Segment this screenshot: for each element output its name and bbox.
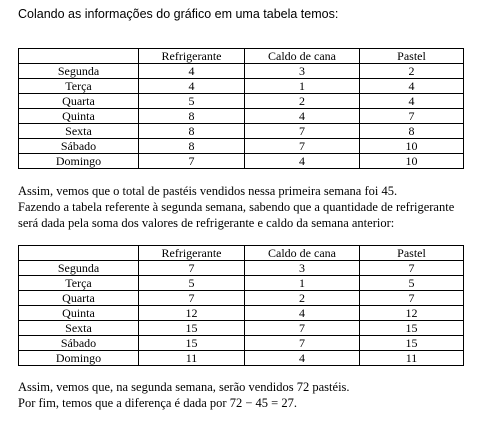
value-cell: 7 <box>245 336 360 351</box>
value-cell: 4 <box>245 109 360 124</box>
day-cell: Sexta <box>19 321 139 336</box>
value-cell: 4 <box>139 64 245 79</box>
day-cell: Terça <box>19 276 139 291</box>
value-cell: 4 <box>245 154 360 169</box>
header-cell <box>19 49 139 64</box>
value-cell: 10 <box>360 139 464 154</box>
table-header-row <box>19 49 464 64</box>
value-cell: 8 <box>139 139 245 154</box>
value-cell: 7 <box>360 261 464 276</box>
table-row <box>19 109 464 124</box>
table-row <box>19 64 464 79</box>
paragraph-line: Assim, vemos que o total de pastéis vendidos nessa primeira semana foi 45. <box>18 184 398 198</box>
paragraph-line: Assim, vemos que, na segunda semana, serão vendidos 72 pastéis. <box>18 380 350 394</box>
value-cell: 4 <box>245 306 360 321</box>
paragraph-line: Fazendo a tabela referente à segunda semana, sabendo que a quantidade de refrigerante <box>18 200 455 214</box>
value-cell: 4 <box>360 94 464 109</box>
header-cell: Pastel <box>360 246 464 261</box>
table-row <box>19 306 464 321</box>
value-cell: 7 <box>139 291 245 306</box>
value-cell: 7 <box>139 154 245 169</box>
intro-text: Colando as informações do gráfico em uma tabela temos: <box>18 7 339 21</box>
value-cell: 3 <box>245 64 360 79</box>
header-cell: Refrigerante <box>139 49 245 64</box>
value-cell: 8 <box>139 124 245 139</box>
value-cell: 8 <box>139 109 245 124</box>
value-cell: 15 <box>360 321 464 336</box>
value-cell: 4 <box>360 79 464 94</box>
value-cell: 15 <box>139 321 245 336</box>
day-cell: Segunda <box>19 64 139 79</box>
value-cell: 11 <box>360 351 464 366</box>
day-cell: Terça <box>19 79 139 94</box>
day-cell: Sábado <box>19 336 139 351</box>
day-cell: Quarta <box>19 291 139 306</box>
value-cell: 2 <box>245 291 360 306</box>
week2-table <box>18 245 464 366</box>
table-row <box>19 261 464 276</box>
day-cell: Quinta <box>19 306 139 321</box>
header-cell: Caldo de cana <box>245 246 360 261</box>
paragraph-2 <box>18 379 468 411</box>
day-cell: Domingo <box>19 154 139 169</box>
header-cell <box>19 246 139 261</box>
value-cell: 7 <box>245 139 360 154</box>
table-row <box>19 124 464 139</box>
day-cell: Domingo <box>19 351 139 366</box>
table-row <box>19 291 464 306</box>
table-row <box>19 79 464 94</box>
table-header-row <box>19 246 464 261</box>
paragraph-line: Por fim, temos que a diferença é dada por 72 − 45 = 27. <box>18 396 297 410</box>
table-row <box>19 336 464 351</box>
value-cell: 5 <box>139 94 245 109</box>
value-cell: 11 <box>139 351 245 366</box>
value-cell: 5 <box>139 276 245 291</box>
value-cell: 15 <box>139 336 245 351</box>
value-cell: 12 <box>139 306 245 321</box>
value-cell: 4 <box>245 351 360 366</box>
value-cell: 1 <box>245 276 360 291</box>
value-cell: 7 <box>245 124 360 139</box>
value-cell: 10 <box>360 154 464 169</box>
value-cell: 2 <box>360 64 464 79</box>
paragraph-1 <box>18 183 468 231</box>
value-cell: 2 <box>245 94 360 109</box>
table-row <box>19 276 464 291</box>
day-cell: Segunda <box>19 261 139 276</box>
value-cell: 7 <box>360 109 464 124</box>
table-row <box>19 351 464 366</box>
table-row <box>19 154 464 169</box>
header-cell: Pastel <box>360 49 464 64</box>
value-cell: 4 <box>139 79 245 94</box>
table-row <box>19 321 464 336</box>
table-row <box>19 94 464 109</box>
value-cell: 1 <box>245 79 360 94</box>
value-cell: 7 <box>139 261 245 276</box>
week1-table <box>18 48 464 169</box>
value-cell: 7 <box>245 321 360 336</box>
value-cell: 12 <box>360 306 464 321</box>
value-cell: 8 <box>360 124 464 139</box>
table-row <box>19 139 464 154</box>
day-cell: Quinta <box>19 109 139 124</box>
value-cell: 15 <box>360 336 464 351</box>
value-cell: 7 <box>360 291 464 306</box>
day-cell: Sábado <box>19 139 139 154</box>
paragraph-line: será dada pela soma dos valores de refrigerante e caldo da semana anterior: <box>18 216 395 230</box>
header-cell: Caldo de cana <box>245 49 360 64</box>
header-cell: Refrigerante <box>139 246 245 261</box>
value-cell: 3 <box>245 261 360 276</box>
day-cell: Quarta <box>19 94 139 109</box>
value-cell: 5 <box>360 276 464 291</box>
day-cell: Sexta <box>19 124 139 139</box>
